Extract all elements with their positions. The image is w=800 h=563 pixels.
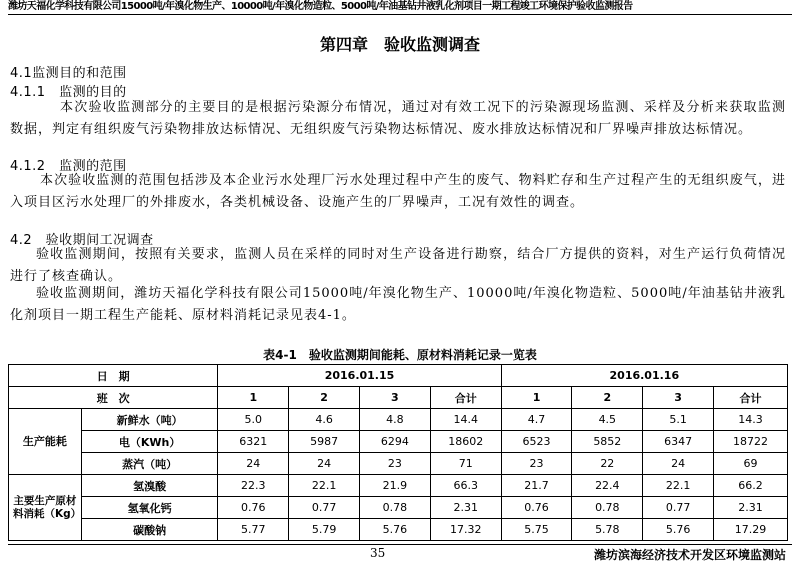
item-cell: 电（KWh）: [81, 431, 218, 453]
value-cell: 21.9: [359, 475, 430, 497]
shift-cell: 3: [359, 387, 430, 409]
item-cell: 新鲜水（吨）: [81, 409, 218, 431]
value-cell: 24: [218, 453, 289, 475]
value-cell: 18722: [714, 431, 788, 453]
value-cell: 6347: [643, 431, 714, 453]
value-cell: 71: [430, 453, 501, 475]
value-cell: 5.77: [218, 519, 289, 541]
value-cell: 5.0: [218, 409, 289, 431]
table-row: [9, 475, 788, 497]
chapter-title: 第四章 验收监测调查: [319, 35, 480, 54]
value-cell: 21.7: [501, 475, 572, 497]
value-cell: 5.79: [289, 519, 360, 541]
footer-organization: 潍坊滨海经济技术开发区环境监测站: [593, 548, 786, 562]
shift-cell: 1: [218, 387, 289, 409]
item-cell: 氢氧化钙: [81, 497, 218, 519]
table-row: [9, 497, 788, 519]
value-cell: 4.8: [359, 409, 430, 431]
value-cell: 6321: [218, 431, 289, 453]
value-cell: 14.4: [430, 409, 501, 431]
group-label-materials: 主要生产原材料消耗（Kg）: [9, 475, 82, 541]
value-cell: 22.1: [643, 475, 714, 497]
shift-cell: 2: [572, 387, 643, 409]
value-cell: 14.3: [714, 409, 788, 431]
value-cell: 2.31: [714, 497, 788, 519]
shift-cell: 合计: [714, 387, 788, 409]
date-cell: 2016.01.16: [501, 365, 787, 387]
value-cell: 0.76: [501, 497, 572, 519]
value-cell: 0.77: [289, 497, 360, 519]
date-label: 日 期: [9, 365, 218, 387]
value-cell: 24: [643, 453, 714, 475]
value-cell: 5.76: [359, 519, 430, 541]
table-caption: 表4-1 验收监测期间能耗、原材料消耗记录一览表: [263, 348, 537, 362]
section-4-1-title: 4.1监测目的和范围: [10, 66, 127, 81]
shift-label: 班 次: [9, 387, 218, 409]
value-cell: 22: [572, 453, 643, 475]
value-cell: 69: [714, 453, 788, 475]
value-cell: 22.1: [289, 475, 360, 497]
value-cell: 6294: [359, 431, 430, 453]
value-cell: 5.1: [643, 409, 714, 431]
table-row: [9, 365, 788, 387]
item-cell: 碳酸钠: [81, 519, 218, 541]
value-cell: 23: [501, 453, 572, 475]
value-cell: 0.78: [359, 497, 430, 519]
value-cell: 18602: [430, 431, 501, 453]
section-4-1-2-title: 4.1.2 监测的范围: [10, 159, 127, 174]
header-rule: [8, 14, 792, 15]
section-4-1-1-title: 4.1.1 监测的目的: [10, 85, 127, 100]
running-header: 潍坊天福化学科技有限公司15000吨/年溴化物生产、10000吨/年溴化物造粒、5000吨/年油基钻井液乳化剂项目一期工程竣工环境保护验收监测报告: [8, 1, 633, 12]
value-cell: 4.7: [501, 409, 572, 431]
value-cell: 23: [359, 453, 430, 475]
section-4-1-2-text: 本次验收监测的范围包括涉及本企业污水处理厂污水处理过程中产生的废气、物料贮存和生产过程产生的无组织废气，进入项目区污水处理厂的外排废水，各类机械设备、设施产生的厂界噪声，工况有效性的调查。: [10, 173, 786, 210]
footer-rule: [8, 544, 792, 545]
section-4-2-paragraph-1: 验收监测期间，按照有关要求，监测人员在采样的同时对生产设备进行勘察，结合厂方提供的资料，对生产运行负荷情况进行了核查确认。: [10, 247, 786, 284]
value-cell: 66.2: [714, 475, 788, 497]
shift-cell: 1: [501, 387, 572, 409]
table-row: [9, 387, 788, 409]
value-cell: 66.3: [430, 475, 501, 497]
page-number: 35: [370, 546, 386, 560]
value-cell: 5852: [572, 431, 643, 453]
section-4-1-1-text: 本次验收监测部分的主要目的是根据污染源分布情况，通过对有效工况下的污染源现场监测、采样及分析来获取监测数据，判定有组织废气污染物排放达标情况、无组织废气污染物达标情况、废水排放达标情况和厂界噪声排放达标情况。: [10, 100, 786, 137]
value-cell: 4.5: [572, 409, 643, 431]
item-cell: 蒸汽（吨）: [81, 453, 218, 475]
shift-cell: 3: [643, 387, 714, 409]
value-cell: 0.77: [643, 497, 714, 519]
value-cell: 6523: [501, 431, 572, 453]
item-cell: 氢溴酸: [81, 475, 218, 497]
value-cell: 2.31: [430, 497, 501, 519]
table-row: [9, 519, 788, 541]
value-cell: 0.76: [218, 497, 289, 519]
value-cell: 24: [289, 453, 360, 475]
section-4-2-title: 4.2 验收期间工况调查: [10, 233, 154, 248]
date-cell: 2016.01.15: [218, 365, 501, 387]
table-row: [9, 409, 788, 431]
consumption-table: [8, 364, 788, 541]
value-cell: 22.4: [572, 475, 643, 497]
value-cell: 0.78: [572, 497, 643, 519]
shift-cell: 2: [289, 387, 360, 409]
value-cell: 17.29: [714, 519, 788, 541]
value-cell: 5.78: [572, 519, 643, 541]
value-cell: 5.76: [643, 519, 714, 541]
value-cell: 5.75: [501, 519, 572, 541]
section-4-2-paragraph-2: 验收监测期间，潍坊天福化学科技有限公司15000吨/年溴化物生产、10000吨/年溴化物造粒、5000吨/年油基钻井液乳化剂项目一期工程生产能耗、原材料消耗记录见表4-1。: [10, 286, 786, 323]
table-row: [9, 431, 788, 453]
table-row: [9, 453, 788, 475]
value-cell: 17.32: [430, 519, 501, 541]
value-cell: 5987: [289, 431, 360, 453]
group-label-energy: 生产能耗: [9, 409, 82, 475]
shift-cell: 合计: [430, 387, 501, 409]
value-cell: 4.6: [289, 409, 360, 431]
value-cell: 22.3: [218, 475, 289, 497]
